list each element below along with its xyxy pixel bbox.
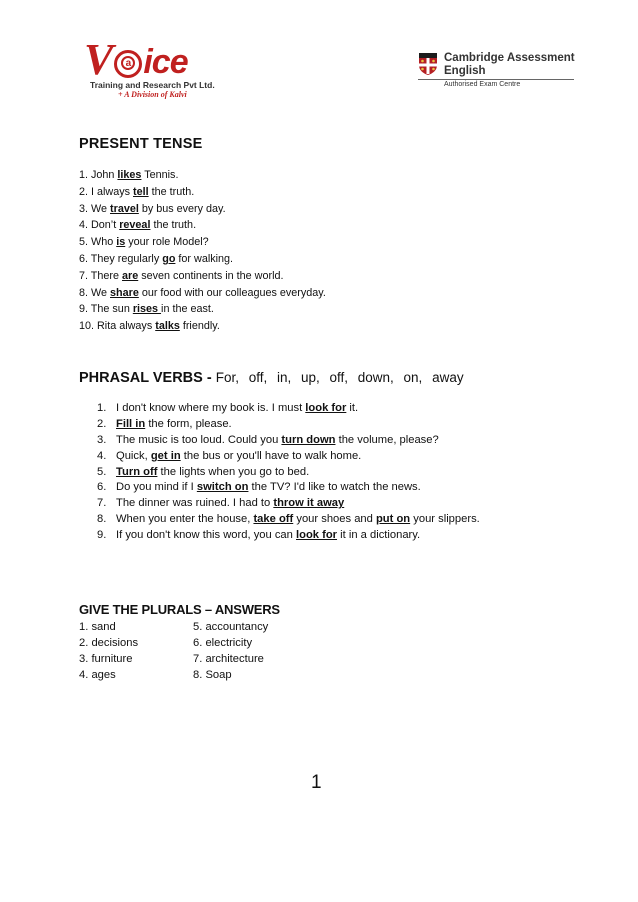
item-number: 4. — [97, 449, 107, 462]
item-verb: travel — [110, 202, 139, 215]
item-phrase: put on — [375, 513, 411, 526]
list-item — [79, 234, 326, 251]
list-item — [79, 268, 326, 285]
item-text: 9. The sun — [79, 303, 133, 316]
item-verb: go — [162, 252, 176, 265]
item-phrase: look for — [296, 529, 338, 542]
item-text: for walking. — [175, 252, 234, 265]
item-text: seven continents in the world. — [138, 269, 284, 282]
list-item — [97, 496, 480, 512]
present-tense-heading: PRESENT TENSE — [79, 136, 203, 152]
list-item — [79, 285, 326, 302]
item-phrase: look for — [305, 402, 347, 414]
item-verb: rises — [132, 303, 162, 316]
item-text: it. — [346, 402, 359, 414]
item-text: friendly. — [179, 320, 220, 333]
plural-answer: 3. furniture — [79, 653, 133, 665]
cambridge-logo — [418, 52, 578, 92]
item-number: 5. — [97, 465, 107, 478]
item-text: Do you mind if I — [116, 481, 197, 494]
plurals-row — [79, 619, 268, 635]
item-verb: talks — [155, 320, 180, 333]
list-item — [97, 401, 480, 417]
item-phrase: take off — [253, 513, 294, 526]
list-item — [97, 417, 480, 433]
plurals-row — [79, 667, 268, 683]
list-item — [79, 301, 326, 318]
list-item — [79, 184, 326, 201]
list-item — [97, 449, 480, 465]
present-tense-list — [79, 167, 326, 335]
voice-tagline: Training and Research Pvt Ltd. — [90, 80, 215, 90]
voice-division: + A Division of Kalvi — [118, 90, 187, 99]
item-number: 7. — [97, 497, 107, 510]
item-text: 3. We — [79, 202, 111, 215]
item-text: 7. There — [79, 269, 123, 282]
phrasal-verbs-prepositions: For, off, in, up, off, down, on, away — [215, 370, 464, 385]
list-item — [97, 512, 480, 528]
plurals-answers — [79, 619, 268, 683]
voice-logo — [84, 35, 234, 106]
item-text: the bus or you'll have to walk home. — [180, 449, 362, 462]
phrasal-verbs-heading — [79, 370, 464, 386]
item-number: 9. — [97, 529, 107, 542]
phrasal-verbs-title: PHRASAL VERBS - — [79, 370, 216, 386]
item-text: 2. I always — [79, 185, 134, 198]
item-text: it in a dictionary. — [337, 529, 421, 542]
item-text: the TV? I'd like to watch the news. — [248, 481, 421, 494]
item-text: The music is too loud. Could you — [116, 433, 282, 446]
cambridge-name-line2: English — [444, 65, 486, 77]
item-text: by bus every day. — [138, 202, 226, 215]
item-text: the volume, please? — [335, 433, 439, 446]
item-verb: share — [110, 286, 139, 299]
item-text: 10. Rita always — [79, 320, 156, 333]
list-item — [79, 318, 326, 335]
item-text: The dinner was ruined. I had to — [116, 497, 274, 510]
item-text: your shoes and — [293, 513, 376, 526]
item-text: our food with our colleagues everyday. — [138, 286, 326, 299]
list-item — [97, 465, 480, 481]
item-number: 6. — [97, 481, 107, 494]
cambridge-subtitle: Authorised Exam Centre — [444, 81, 521, 88]
phrasal-verbs-list — [97, 401, 480, 544]
item-phrase: throw it away — [273, 497, 345, 510]
plural-answer: 5. accountancy — [193, 621, 269, 633]
item-text: the form, please. — [145, 417, 232, 430]
list-item — [79, 217, 326, 234]
plural-answer: 2. decisions — [79, 637, 139, 649]
voice-wordmark — [84, 35, 188, 84]
plurals-row — [79, 635, 268, 651]
item-text: in the east. — [161, 303, 214, 316]
voice-at-letter: a — [121, 56, 135, 70]
item-verb: tell — [133, 185, 149, 198]
item-text: When you enter the house, — [116, 513, 254, 526]
item-number: 3. — [97, 433, 107, 446]
item-number: 2. — [97, 417, 107, 430]
cambridge-divider — [418, 79, 574, 80]
item-text: your slippers. — [410, 513, 480, 526]
item-text: I don't know where my book is. I must — [116, 402, 306, 414]
plurals-heading: GIVE THE PLURALS – ANSWERS — [79, 602, 280, 617]
voice-at-icon — [114, 50, 142, 78]
voice-letters-ice: ice — [143, 43, 188, 81]
item-phrase: get in — [150, 449, 181, 462]
list-item — [97, 480, 480, 496]
item-text: If you don't know this word, you can — [116, 529, 296, 542]
voice-letter-v: V — [84, 35, 114, 84]
plurals-row — [79, 651, 268, 667]
item-text: 6. They regularly — [79, 252, 163, 265]
item-text: the truth. — [150, 219, 197, 232]
item-verb: reveal — [119, 219, 151, 232]
plural-answer: 7. architecture — [193, 653, 264, 665]
item-verb: is — [116, 236, 126, 249]
item-text: Quick, — [116, 449, 151, 462]
list-item — [97, 528, 480, 544]
list-item — [79, 201, 326, 218]
item-text: 5. Who — [79, 236, 117, 249]
item-text: the truth. — [148, 185, 195, 198]
plural-answer: 8. Soap — [193, 669, 232, 681]
item-phrase: switch on — [196, 481, 249, 494]
item-text: 8. We — [79, 286, 111, 299]
item-phrase: Turn off — [116, 465, 158, 478]
item-text: 1. John — [79, 169, 118, 181]
item-phrase: turn down — [281, 433, 336, 446]
cambridge-shield-icon — [418, 52, 438, 76]
page-number: 1 — [311, 772, 322, 793]
plural-answer: 6. electricity — [193, 637, 253, 649]
item-text: your role Model? — [125, 236, 209, 249]
list-item — [97, 433, 480, 449]
item-phrase: Fill in — [116, 417, 146, 430]
item-text: Tennis. — [141, 169, 179, 181]
item-number: 8. — [97, 513, 107, 526]
voice-division-text: A Division of Kalvi — [124, 90, 187, 99]
item-number: 1. — [97, 402, 107, 414]
plural-answer: 1. sand — [79, 621, 116, 633]
cambridge-name — [444, 52, 575, 78]
item-text: 4. Don’t — [79, 219, 120, 232]
list-item — [79, 251, 326, 268]
cambridge-name-line1: Cambridge Assessment — [444, 52, 575, 64]
plural-answer: 4. ages — [79, 669, 116, 681]
item-verb: are — [122, 269, 139, 282]
item-text: the lights when you go to bed. — [157, 465, 310, 478]
item-verb: likes — [117, 169, 142, 181]
list-item — [79, 167, 326, 184]
